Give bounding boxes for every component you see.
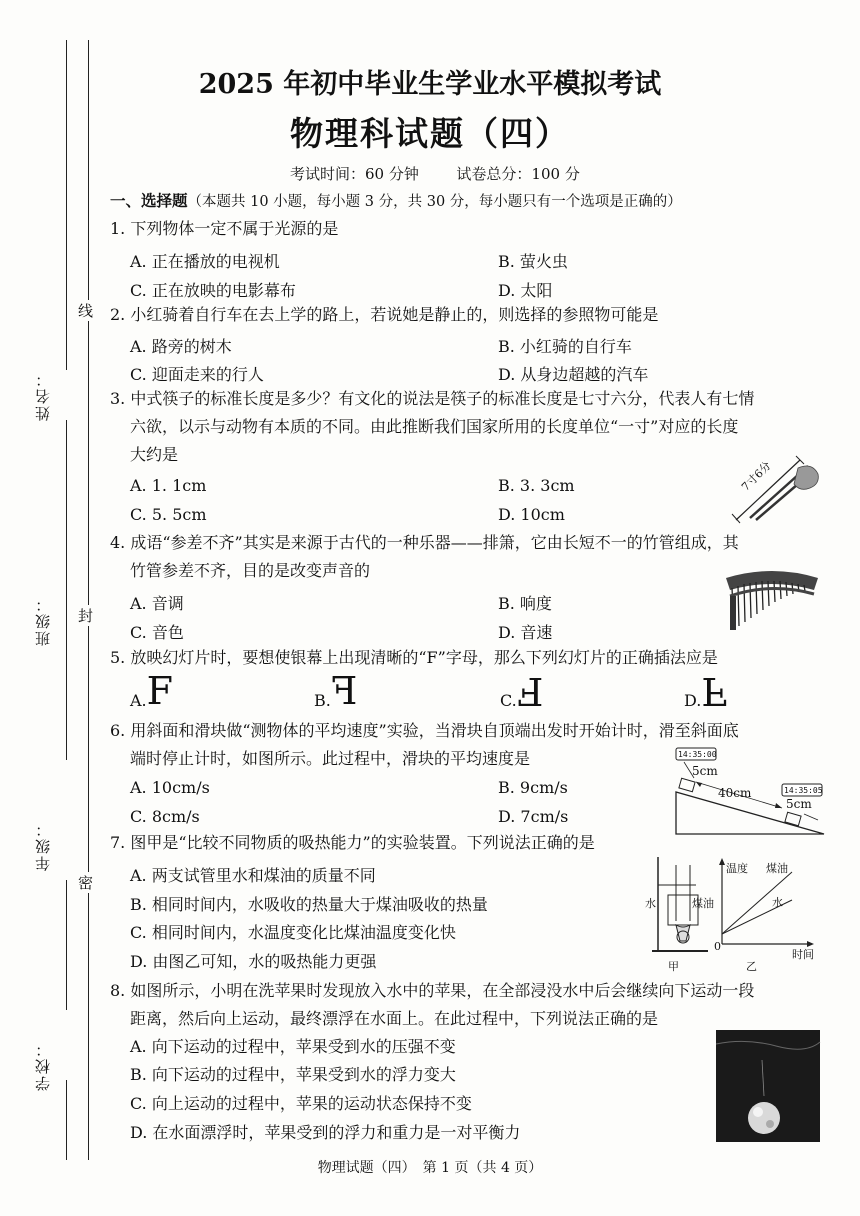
exam-time: 考试时间：60 分钟 (290, 165, 419, 183)
option-a (130, 669, 174, 713)
exam-title: 2025 年初中毕业生学业水平模拟考试 (198, 69, 662, 100)
option-d: D. 音速 (498, 623, 553, 642)
axis-time: 时间 (792, 948, 814, 961)
seal-mark-seal: 封 (78, 607, 94, 625)
slide-letter-upright: F (146, 669, 174, 713)
grade-label: 年级： (34, 820, 52, 871)
exam-meta (290, 163, 580, 184)
option-label: B. (314, 691, 331, 710)
option-d: D. 在水面漂浮时，苹果受到的浮力和重力是一对平衡力 (130, 1123, 521, 1142)
option-b: B. 萤火虫 (498, 252, 568, 271)
option-b: B. 向下运动的过程中，苹果受到水的浮力变大 (130, 1065, 456, 1084)
curve-water: 水 (772, 896, 783, 909)
option-d: D. 由图乙可知，水的吸热能力更强 (130, 952, 377, 971)
option-c: C. 5. 5cm (130, 505, 207, 524)
timer-end: 14:35:05 (784, 786, 823, 795)
question-stem: 距离，然后向上运动，最终漂浮在水面上。在此过程中，下列说法正确的是 (130, 1009, 659, 1028)
school-label: 学校： (34, 1040, 52, 1091)
question-stem: 1. 下列物体一定不属于光源的是 (110, 219, 339, 238)
axis-temperature: 温度 (726, 862, 748, 875)
apple-in-water-photo (716, 1030, 820, 1142)
question-stem: 端时停止计时，如图所示。此过程中，滑块的平均速度是 (130, 749, 531, 768)
option-a: A. 正在播放的电视机 (130, 252, 280, 271)
option-label: C. (500, 691, 517, 710)
section-title: 一、选择题 (110, 191, 188, 210)
page-footer: 物理试题（四） 第 1 页（共 4 页） (317, 1160, 543, 1176)
option-a: A. 10cm/s (130, 778, 210, 797)
option-c: C. 正在放映的电影幕布 (130, 281, 296, 300)
question-stem: 4. 成语“参差不齐”其实是来源于古代的一种乐器——排箫，它由长短不一的竹管组成，其 (110, 533, 739, 552)
outer-binding-line (66, 880, 67, 1010)
section-heading (110, 189, 682, 211)
outer-binding-line (66, 420, 67, 760)
slide-letter-flipped: F (701, 669, 728, 713)
question-stem: 7. 图甲是“比较不同物质的吸热能力”的实验装置。下列说法正确的是 (110, 833, 595, 852)
option-a: A. 两支试管里水和煤油的质量不同 (130, 866, 376, 885)
option-b (314, 669, 358, 713)
option-a: A. 音调 (130, 594, 184, 613)
option-d: D. 从身边超越的汽车 (498, 365, 649, 384)
question-stem: 5. 放映幻灯片时，要想使银幕上出现清晰的“F”字母，那么下列幻灯片的正确插法应是 (110, 648, 718, 667)
option-label: D. (684, 691, 702, 710)
option-b: B. 9cm/s (498, 778, 568, 797)
axis-origin: 0 (714, 940, 721, 953)
block-length-label-2: 5cm (786, 797, 812, 811)
option-c: C. 8cm/s (130, 807, 200, 826)
option-a: A. 1. 1cm (130, 476, 207, 495)
option-b: B. 响度 (498, 594, 552, 613)
exam-subtitle: 物理科试题（四） (290, 114, 570, 153)
track-length-label: 40cm (718, 786, 752, 800)
question-stem: 8. 如图所示，小明在洗苹果时发现放入水中的苹果，在全部浸没水中后会继续向下运动一段 (110, 981, 755, 1000)
total-score: 试卷总分：100 分 (456, 165, 580, 183)
option-c: C. 迎面走来的行人 (130, 365, 264, 384)
question-stem: 3. 中式筷子的标准长度是多少？有文化的说法是筷子的标准长度是七寸六分，代表人有七情 (110, 389, 755, 408)
question-stem: 大约是 (130, 445, 179, 464)
seal-mark-secret: 密 (78, 874, 94, 892)
option-c (500, 669, 544, 713)
label-jia: 甲 (668, 960, 679, 973)
question-stem: 6. 用斜面和滑块做“测物体的平均速度”实验，当滑块自顶端出发时开始计时，滑至斜面底 (110, 721, 739, 740)
question-stem: 六欲，以示与动物有本质的不同。由此推断我们国家所用的长度单位“一寸”对应的长度 (130, 417, 739, 436)
option-c: C. 音色 (130, 623, 184, 642)
option-b: B. 小红骑的自行车 (498, 337, 632, 356)
option-c: C. 向上运动的过程中，苹果的运动状态保持不变 (130, 1094, 472, 1113)
option-d: D. 7cm/s (498, 807, 569, 826)
chopsticks-length-label: 7寸6分 (739, 459, 774, 494)
option-b: B. 3. 3cm (498, 476, 575, 495)
timer-start: 14:35:00 (678, 750, 717, 759)
slide-letter-rotated: F (516, 669, 544, 713)
label-kerosene: 煤油 (692, 897, 714, 910)
question-stem: 2. 小红骑着自行车在去上学的路上，若说她是静止的，则选择的参照物可能是 (110, 305, 659, 324)
class-label: 班级： (34, 595, 52, 646)
question-stem: 竹管参差不齐，目的是改变声音的 (130, 561, 371, 580)
option-d: D. 10cm (498, 505, 565, 524)
outer-binding-line (66, 1080, 67, 1160)
option-b: B. 相同时间内，水吸收的热量大于煤油吸收的热量 (130, 895, 488, 914)
option-c: C. 相同时间内，水温度变化比煤油温度变化快 (130, 923, 456, 942)
option-d (684, 669, 728, 713)
label-yi: 乙 (746, 960, 757, 973)
slide-letter-mirrored: F (330, 669, 358, 713)
option-a: A. 路旁的树木 (130, 337, 232, 356)
label-water: 水 (645, 897, 656, 910)
block-length-label: 5cm (692, 764, 718, 778)
name-label: 姓名： (34, 370, 52, 421)
option-d: D. 太阳 (498, 281, 553, 300)
curve-kerosene: 煤油 (766, 862, 788, 875)
section-note: （本题共 10 小题，每小题 3 分，共 30 分，每小题只有一个选项是正确的） (187, 194, 682, 210)
option-a: A. 向下运动的过程中，苹果受到水的压强不变 (130, 1037, 456, 1056)
option-label: A. (130, 691, 147, 710)
seal-mark-line: 线 (78, 302, 94, 320)
pan-flute-figure (722, 566, 822, 634)
dashed-binding-line (88, 40, 89, 1160)
